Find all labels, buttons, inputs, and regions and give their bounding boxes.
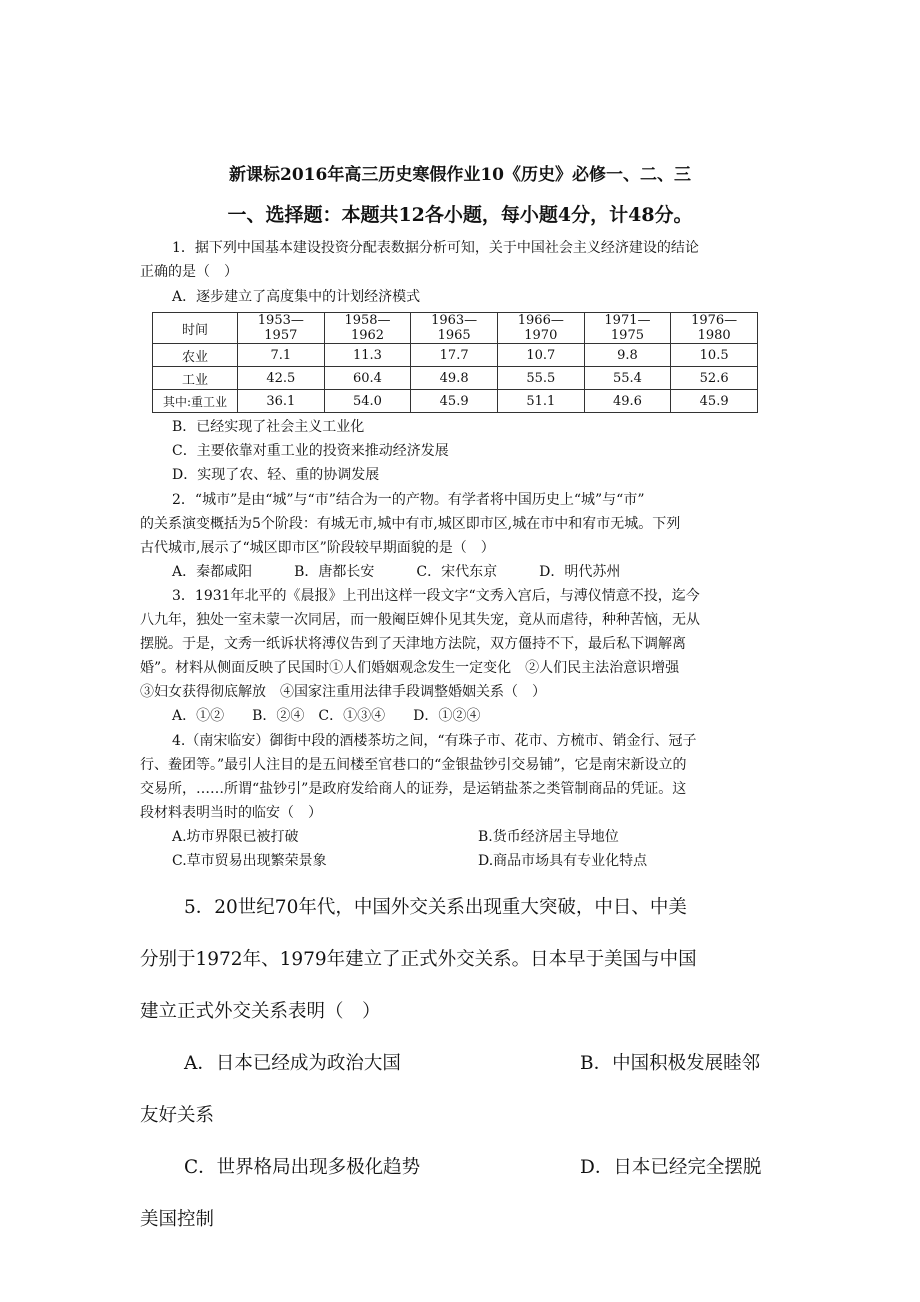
- q1-option-c: C．主要依靠对重工业的投资来推动经济发展: [172, 443, 449, 459]
- q3-options: A．①② B．②④ C．①③④ D．①②④: [172, 708, 481, 724]
- q5-option-d-continued: 美国控制: [140, 1209, 215, 1230]
- page-title: 新课标2016年高三历史寒假作业10《历史》必修一、二、三: [229, 165, 691, 185]
- q4-option-c: C.草市贸易出现繁荣景象: [172, 853, 327, 869]
- table-cell: 10.7: [497, 344, 584, 367]
- table-header-cell: 1958—1962: [324, 313, 411, 344]
- q4-stem-line3: 交易所，……所谓“盐钞引”是政府发给商人的证券，是运销盐茶之类管制商品的凭证。这: [140, 781, 687, 797]
- table-row: [153, 344, 758, 367]
- table-cell: 49.8: [411, 367, 498, 390]
- table-header-cell: 1953—1957: [238, 313, 325, 344]
- q3-stem-line4: 婚”。材料从侧面反映了民国时①人们婚姻观念发生一定变化 ②人们民主法治意识增强: [140, 660, 680, 676]
- q4-stem-line1: 4.（南宋临安）御街中段的酒楼茶坊之间，“有珠子市、花市、方梳市、销金行、冠子: [172, 733, 697, 749]
- q4-stem-line4: 段材料表明当时的临安（ ）: [140, 805, 322, 821]
- q1-option-a: A．逐步建立了高度集中的计划经济模式: [172, 289, 421, 305]
- table-cell: 45.9: [411, 390, 498, 413]
- q3-stem-line2: 八九年，独处一室未蒙一次同居，而一般阉臣婢仆见其失宠，竟从而虐待，种种苦恼，无从: [140, 612, 700, 628]
- q2-stem-line1: 2．“城市”是由“城”与“市”结合为一的产物。有学者将中国历史上“城”与“市”: [172, 492, 645, 508]
- table-cell: 17.7: [411, 344, 498, 367]
- table-cell: 55.5: [497, 367, 584, 390]
- table-cell: 7.1: [238, 344, 325, 367]
- table-row-label: 农业: [153, 344, 238, 367]
- table-cell: 10.5: [671, 344, 758, 367]
- table-row-label: 其中:重工业: [153, 390, 238, 413]
- q5-option-b: B．中国积极发展睦邻: [580, 1053, 761, 1074]
- table-header-cell: 1971—1975: [584, 313, 671, 344]
- q2-options: A．秦都咸阳 B．唐都长安 C．宋代东京 D．明代苏州: [172, 564, 621, 580]
- table-cell: 51.1: [497, 390, 584, 413]
- q5-stem-line2: 分别于1972年、1979年建立了正式外交关系。日本早于美国与中国: [140, 949, 697, 970]
- q4-option-d: D.商品市场具有专业化特点: [478, 853, 648, 869]
- q5-stem-line3: 建立正式外交关系表明（ ）: [140, 1001, 381, 1022]
- q5-option-a: A．日本已经成为政治大国: [184, 1053, 401, 1074]
- q5-option-d: D．日本已经完全摆脱: [580, 1157, 762, 1178]
- q4-option-a: A.坊市界限已被打破: [172, 829, 299, 845]
- table-header-cell: 时间: [153, 313, 238, 344]
- q5-option-b-continued: 友好关系: [140, 1105, 215, 1126]
- table-cell: 42.5: [238, 367, 325, 390]
- table-cell: 45.9: [671, 390, 758, 413]
- q1-option-d: D．实现了农、轻、重的协调发展: [172, 467, 380, 483]
- section-heading: 一、选择题：本题共12各小题，每小题4分，计48分。: [227, 204, 693, 226]
- table-header-cell: 1963—1965: [411, 313, 498, 344]
- investment-table: [152, 312, 758, 413]
- q4-option-b: B.货币经济居主导地位: [478, 829, 619, 845]
- table-cell: 60.4: [324, 367, 411, 390]
- table-cell: 11.3: [324, 344, 411, 367]
- q4-stem-line2: 行、鲞团等。”最引人注目的是五间楼至官巷口的“金银盐钞引交易铺”，它是南宋新设立的: [140, 757, 687, 773]
- table-cell: 54.0: [324, 390, 411, 413]
- q1-stem-line1: 1．据下列中国基本建设投资分配表数据分析可知，关于中国社会主义经济建设的结论: [172, 240, 699, 256]
- q1-stem-line2: 正确的是（ ）: [140, 264, 238, 280]
- q2-stem-line3: 古代城市,展示了“城区即市区”阶段较早期面貌的是（ ）: [140, 540, 495, 556]
- table-row: [153, 390, 758, 413]
- q2-stem-line2: 的关系演变概括为5个阶段：有城无市,城中有市,城区即市区,城在市中和宥市无城。下列: [140, 516, 681, 532]
- q3-stem-line3: 摆脱。于是，文秀一纸诉状将溥仪告到了天津地方法院，双方僵持不下，最后私下调解离: [140, 636, 686, 652]
- q3-stem-line5: ③妇女获得彻底解放 ④国家注重用法律手段调整婚姻关系（ ）: [140, 684, 546, 700]
- table-header-row: [153, 313, 758, 344]
- table-header-cell: 1976—1980: [671, 313, 758, 344]
- table-row: [153, 367, 758, 390]
- q1-option-b: B．已经实现了社会主义工业化: [172, 419, 365, 435]
- table-cell: 49.6: [584, 390, 671, 413]
- table-cell: 55.4: [584, 367, 671, 390]
- table-row-label: 工业: [153, 367, 238, 390]
- q5-stem-line1: 5．20世纪70年代，中国外交关系出现重大突破，中日、中美: [184, 897, 687, 918]
- q3-stem-line1: 3．1931年北平的《晨报》上刊出这样一段文字“文秀入宫后，与溥仪情意不投，迄今: [172, 588, 700, 604]
- table-cell: 36.1: [238, 390, 325, 413]
- table-header-cell: 1966—1970: [497, 313, 584, 344]
- table-cell: 9.8: [584, 344, 671, 367]
- table-cell: 52.6: [671, 367, 758, 390]
- q5-option-c: C．世界格局出现多极化趋势: [184, 1157, 421, 1178]
